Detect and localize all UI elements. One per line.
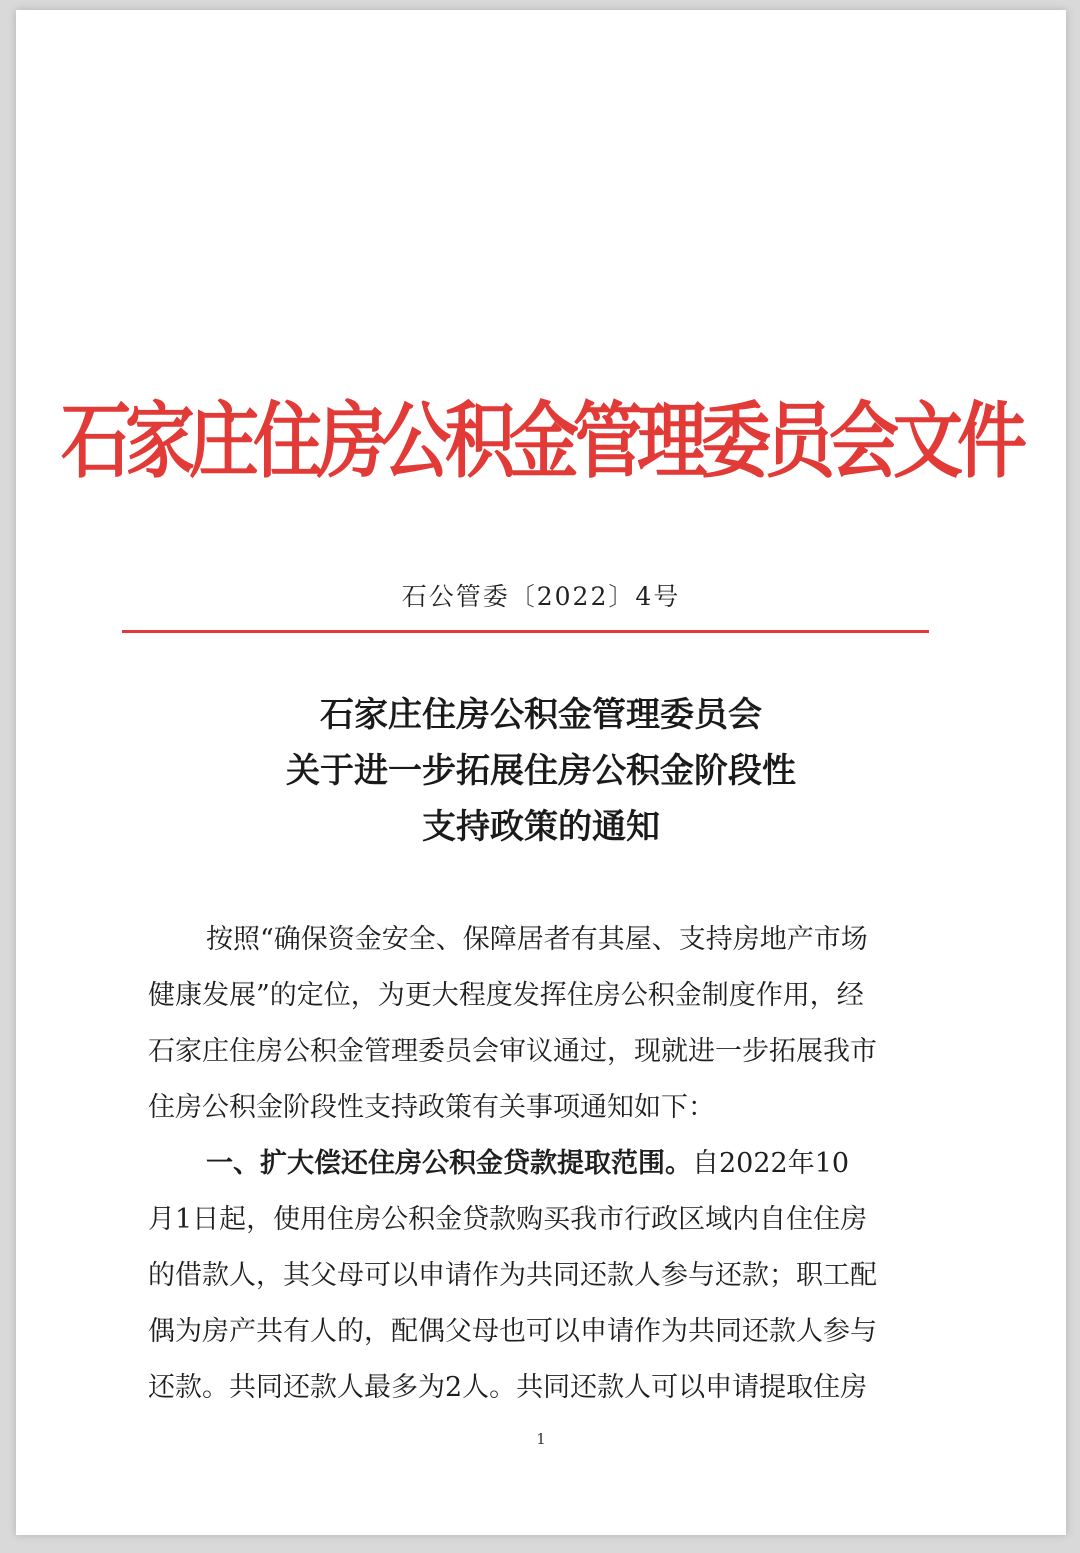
title-line: 支持政策的通知: [422, 807, 660, 847]
document-body: [148, 912, 938, 1416]
page-number: 1: [536, 1430, 546, 1448]
body-line: 按照“确保资金安全、保障居者有其屋、支持房地产市场: [206, 924, 868, 955]
body-line: 住房公积金阶段性支持政策有关事项通知如下：: [148, 1092, 715, 1123]
document-number: 石公管委〔2022〕4号: [401, 582, 681, 611]
body-line: 还款。共同还款人最多为2人。共同还款人可以申请提取住房: [148, 1372, 868, 1403]
title-line: 关于进一步拓展住房公积金阶段性: [286, 751, 796, 791]
issuer-heading: 石家庄住房公积金管理委员会文件: [61, 392, 1021, 490]
body-line: 偶为房产共有人的，配偶父母也可以申请作为共同还款人参与: [148, 1316, 877, 1347]
body-line: 健康发展”的定位，为更大程度发挥住房公积金制度作用，经: [148, 980, 864, 1011]
red-divider: [122, 630, 929, 633]
document-page: [16, 10, 1066, 1535]
document-title: [16, 687, 1066, 855]
section-one-first-line: [148, 1136, 938, 1192]
body-line: 石家庄住房公积金管理委员会审议通过，现就进一步拓展我市: [148, 1036, 877, 1067]
title-line: 石家庄住房公积金管理委员会: [320, 695, 762, 735]
section-one-heading: 一、扩大偿还住房公积金贷款提取范围。: [206, 1148, 692, 1179]
section-one-text: 自2022年10: [692, 1148, 850, 1179]
body-line: 的借款人，其父母可以申请作为共同还款人参与还款；职工配: [148, 1260, 877, 1291]
body-line: 月1日起，使用住房公积金贷款购买我市行政区域内自住住房: [148, 1204, 868, 1235]
